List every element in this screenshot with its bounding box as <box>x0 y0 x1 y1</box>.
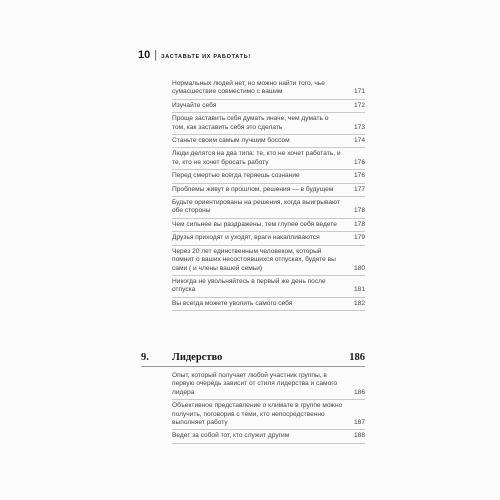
entry-page: 176 <box>353 158 365 166</box>
chapter-page: 186 <box>349 352 365 363</box>
entry-page: 171 <box>353 88 365 96</box>
toc-entry <box>172 430 365 443</box>
entry-page: 178 <box>353 220 365 228</box>
entry-page: 188 <box>353 432 365 440</box>
entry-title: Друзья приходят и уходят, враги накапливаются <box>172 234 320 242</box>
toc-entry <box>172 232 365 245</box>
chapter-number: 9. <box>141 352 149 363</box>
entry-page: 182 <box>353 299 365 307</box>
entry-title: Ведет за собой тот, кто служит другим <box>172 432 290 440</box>
entry-page: 180 <box>353 264 365 272</box>
entry-page: 172 <box>353 101 365 109</box>
running-header <box>138 49 251 61</box>
entry-title: Нормальных людей нет, но можно найти того, чье сумасшествие совместимо с вашим <box>172 80 325 96</box>
entry-page: 179 <box>353 234 365 242</box>
book-title: ЗАСТАВЬТЕ ИХ РАБОТАТЬ! <box>161 54 251 60</box>
entry-title: Чем сильнее вы раздражены, тем глупее себя ведете <box>172 220 337 228</box>
entry-title: Никогда не увольняйтесь в первый же день после отпуска <box>172 277 326 294</box>
entry-page: 174 <box>353 137 365 145</box>
entry-page: 186 <box>353 388 365 396</box>
entry-page: 178 <box>353 207 365 215</box>
page-number: 10 <box>138 49 151 61</box>
toc-list <box>172 78 365 311</box>
toc-entry <box>172 135 365 148</box>
entry-page: 177 <box>353 185 365 193</box>
entry-title: Проблемы живут в прошлом, решения — в будущем <box>172 185 334 193</box>
header-separator: | <box>154 49 158 61</box>
toc-entry <box>172 100 365 113</box>
entry-title: Объективное представление о климате в группе можно получить, поговорив с теми, кто непосредственно выполняет работу <box>172 402 343 427</box>
chapter-toc-list <box>172 370 365 444</box>
toc-entry <box>172 246 365 276</box>
entry-title: Перед смертью всегда теряешь сознание <box>172 172 300 180</box>
toc-entry <box>172 298 365 311</box>
entry-title: Через 20 лет единственным человеком, который помнит о ваших несостоявшихся отпусках, будете вы сами ( и члены вашей семьи) <box>172 247 336 272</box>
entry-title: Будьте ориентированы на решения, когда выигрывают обе стороны <box>172 199 340 215</box>
toc-entry <box>172 219 365 232</box>
toc-entry <box>172 78 365 100</box>
entry-title: Проще заставить себя думать иначе, чем думать о том, как заставить себя это сделать <box>172 115 329 131</box>
toc-entry <box>172 113 365 135</box>
entry-page: 187 <box>353 419 365 427</box>
toc-entry <box>172 276 365 298</box>
toc-entry <box>172 184 365 197</box>
toc-entry <box>172 197 365 219</box>
toc-entry <box>172 400 365 430</box>
entry-page: 176 <box>353 172 365 180</box>
toc-entry <box>172 170 365 183</box>
entry-title: Люди делятся на два типа: те, кто не хочет работать, и те, кто не хочет бросать работу <box>172 150 341 166</box>
toc-entry <box>172 370 365 400</box>
entry-title: Изучайте себя <box>172 101 217 109</box>
entry-title: Станьте своим самым лучшим боссом <box>172 137 290 145</box>
entry-page: 173 <box>353 123 365 131</box>
toc-entry <box>172 148 365 170</box>
chapter-heading <box>141 352 365 367</box>
entry-title: Вы всегда можете уволить самого себя <box>172 299 293 307</box>
entry-page: 181 <box>353 286 365 294</box>
entry-title: Опыт, который получает любой участник группы, в первую очередь зависит от стиля лидерства и самого лидера <box>172 372 338 396</box>
chapter-title: Лидерство <box>172 352 223 363</box>
